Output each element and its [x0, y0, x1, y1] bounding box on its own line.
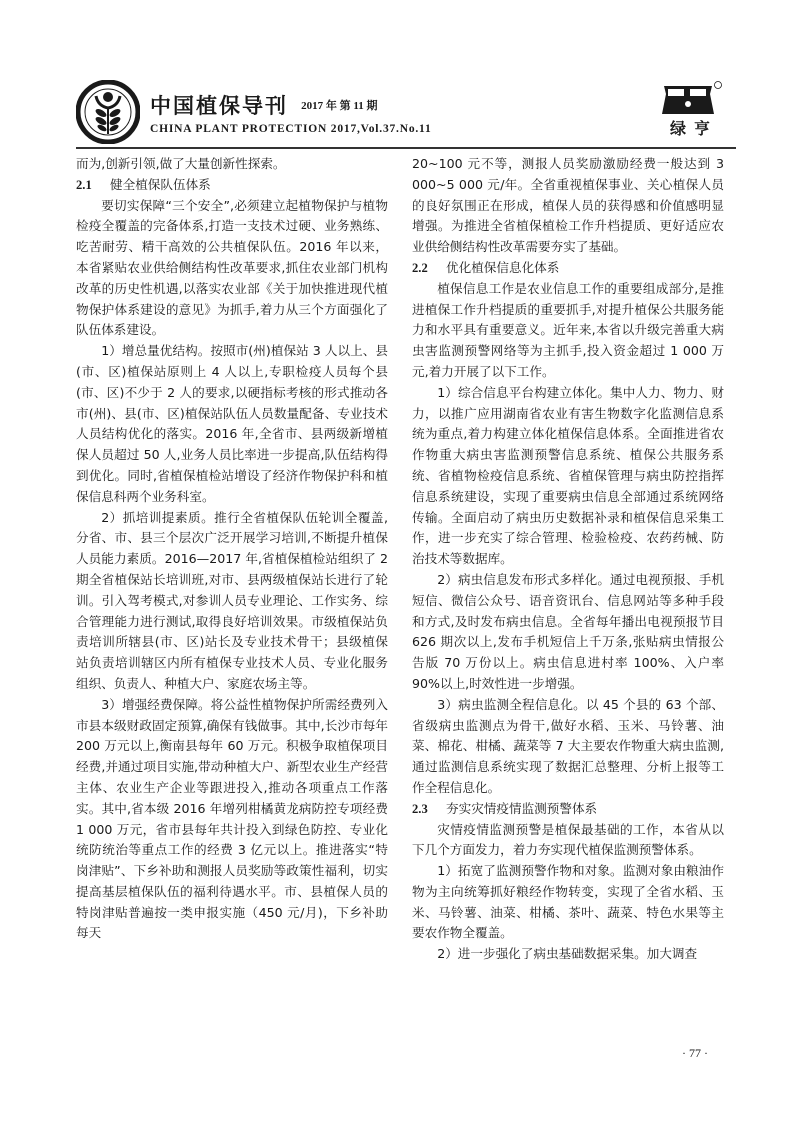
paragraph: 要切实保障“三个安全”,必须建立起植物保护与植物检疫全覆盖的完备体系,打造一支技术过硬、业务熟练、吃苦耐劳、精干高效的公共植保队伍。2016 年以来，本省紧贴农业供给侧结构性改革要求,抓住农业部门机构改革的历史性机遇,以落实农业部《关于加快推进现代植物保护体系建设的意见》为抓手,着力从三个方面强化了队伍体系建设。	[76, 197, 388, 338]
section-title: 优化植保信息化体系	[446, 259, 560, 275]
wheat-emblem-icon	[76, 80, 140, 144]
section-number: 2.3	[412, 801, 428, 816]
header-rule	[76, 147, 736, 149]
journal-title-block	[150, 90, 432, 135]
section-heading-2-3	[412, 799, 724, 820]
paragraph: 而为,创新引领,做了大量创新性探索。	[76, 156, 286, 171]
paragraph: 1）增总量优结构。按照市(州)植保站 3 人以上、县(市、区)植保站原则上 4 人以上,专职检疫人员每个县(市、区)不少于 2 人的要求,以硬指标考核的形式推动各市(州)、县(市、区)植保站队伍人员数量配备、专业技术人员结构优化的落实。2016 年,全省市、县两级新增植保人员超过 50 人,业务人员比率进一步提高,队伍结构得到优化。同时,省植保植检站增设了经济作物保护科和植保信息科两个业务科室。	[76, 343, 388, 504]
section-heading-2-1	[76, 175, 388, 196]
section-title: 健全植保队伍体系	[110, 176, 211, 192]
journal-title-cn: 中国植保导刊	[150, 93, 288, 118]
paragraph: 2）进一步强化了病虫基础数据采集。加大调查	[437, 946, 698, 962]
journal-header	[76, 80, 736, 146]
journal-issue-cn: 2017 年 第 11 期	[301, 100, 378, 112]
paragraph: 植保信息工作是农业信息工作的重要组成部分,是推进植保工作升档提质的重要抓手,对提升植保公共服务能力和水平具有重要意义。近年来,本省以升级完善重大病虫害监测预警网络等为主抓手,投入资金超过 1 000 万元,着力开展了以下工作。	[412, 280, 724, 379]
paragraph: 灾情疫情监测预警是植保最基础的工作，本省从以下几个方面发力，着力夯实现代植保监测预警体系。	[412, 821, 724, 858]
paragraph: 1）综合信息平台构建立体化。集中人力、物力、财力，以推广应用湖南省农业有害生物数字化监测信息系统为重点,着力构建立体化植保信息体系。全面推进省农作物重大病虫害监测预警信息系统、植保公共服务系统、省植物检疫信息系统、省植保管理与病虫防控指挥信息系统建设，实现了重要病虫信息全部通过系统网络传输。全面启动了病虫历史数据补录和植保信息采集工作，进一步充实了综合管理、检验检疫、农药药械、防治技术等数据库。	[412, 384, 724, 567]
section-number: 2.1	[76, 177, 92, 192]
paragraph: 2）抓培训提素质。推行全省植保队伍轮训全覆盖,分省、市、县三个层次广泛开展学习培训,不断提升植保人员能力素质。2016—2017 年,省植保植检站组织了 2 期全省植保站长培训班,对市、县两级植保站长进行了轮训。引入驾考模式,对参训人员专业理论、工作实务、综合管理能力进行测试,取得良好培训效果。市级植保站负责培训所辖县(市、区)站长及专业技术骨干；县级植保站负责培训辖区内所有植保专业技术人员、专业化服务组织、负责人、种植大户、家庭农场主等。	[76, 509, 388, 691]
paragraph: 3）病虫监测全程信息化。以 45 个县的 63 个部、省级病虫监测点为骨干,做好水稻、玉米、马铃薯、油菜、棉花、柑橘、蔬菜等 7 大主要农作物重大病虫监测,通过监测信息系统实现了数据汇总整理、分析上报等工作全程信息化。	[412, 696, 724, 795]
section-number: 2.2	[412, 260, 428, 275]
section-title: 夯实灾情疫情监测预警体系	[446, 800, 598, 816]
journal-title-en: CHINA PLANT PROTECTION 2017,Vol.37.No.11	[150, 123, 432, 135]
paragraph: 2）病虫信息发布形式多样化。通过电视预报、手机短信、微信公众号、语音资讯台、信息网站等多种手段和方式,及时发布病虫信息。全省每年播出电视预报节目 626 期次以上,发布手机短信上千万条,张贴病虫情报公告版 70 万份以上。病虫信息进村率 100%、入户率 90%以上,时效性进一步增强。	[412, 571, 724, 691]
brand-label: 绿亨	[669, 119, 718, 138]
section-heading-2-2	[412, 258, 724, 279]
paragraph: 1）拓宽了监测预警作物和对象。监测对象由粮油作物为主向统筹抓好粮经作物转变，实现了全省水稻、玉米、马铃薯、油菜、柑橘、茶叶、蔬菜、特色水果等主要农作物全覆盖。	[412, 863, 724, 941]
left-column	[76, 154, 388, 944]
paragraph: 3）增强经费保障。将公益性植物保护所需经费列入市县本级财政固定预算,确保有钱做事。其中,长沙市每年 200 万元以上,衡南县每年 60 万元。积极争取植保项目经费,并通过项目实施,带动种植大户、新型农业生产经营主体、农业生产企业等跟进投入,推动各项重点工作落实。其中,省本级 2016 年增列柑橘黄龙病防控专项经费 1 000 万元，省市县每年共计投入到绿色防控、专业化统防统治等重点工作的经费 3 亿元以上。推进落实“特岗津贴”、下乡补助和测报人员奖励等政策性福利，切实提高基层植保队伍的福利待遇水平。市、县植保人员的特岗津贴普遍按一类申报实施（450 元/月)，下乡补助每天	[76, 696, 388, 941]
right-column	[412, 154, 724, 965]
page-number: · 77 ·	[682, 1046, 708, 1060]
paragraph: 20~100 元不等，测报人员奖励激励经费一般达到 3 000~5 000 元/年。全省重视植保事业、关心植保人员的良好氛围正在形成，植保人员的获得感和价值感明显增强。为推进全省植保植检工作升档提质、更好适应农业供给侧结构性改革需要夯实了基础。	[412, 156, 724, 255]
